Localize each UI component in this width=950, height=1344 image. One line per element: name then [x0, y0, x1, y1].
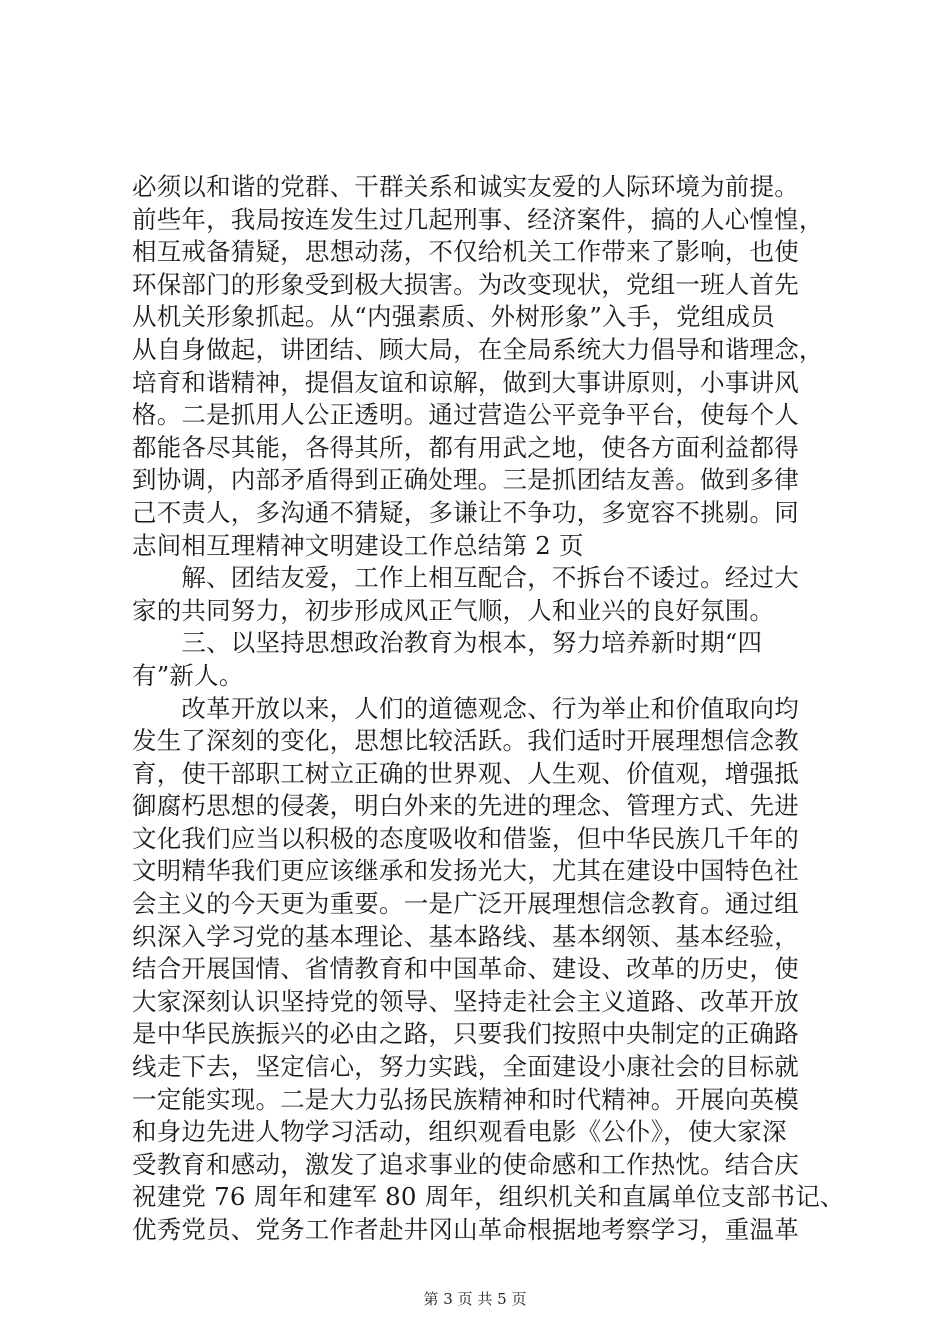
text-line: 改革开放以来，人们的道德观念、行为举止和价值取向均	[132, 693, 799, 723]
text-line: 优秀党员、党务工作者赴井冈山革命根据地考察学习，重温革	[132, 1215, 799, 1244]
body-text	[132, 171, 845, 1247]
text-line: 从机关形象抓起。从“内强素质、外树形象”入手，党组成员	[132, 302, 775, 332]
text-line: 家的共同努力，初步形成风正气顺，人和业兴的良好氛围。	[132, 595, 775, 625]
text-line: 祝建党 76 周年和建军 80 周年，组织机关和直属单位支部书记、	[132, 1182, 845, 1212]
text-line: 御腐朽思想的侵袭，明白外来的先进的理念、管理方式、先进	[132, 791, 799, 821]
text-line: 是中华民族振兴的必由之路，只要我们按照中央制定的正确路	[132, 1019, 799, 1049]
text-line: 己不责人，多沟通不猜疑，多谦让不争功，多宽容不挑剔。同	[132, 497, 799, 527]
text-line: 志间相互理精神文明建设工作总结第 2 页	[132, 530, 584, 560]
text-line: 育，使干部职工树立正确的世界观、人生观、价值观，增强抵	[132, 758, 799, 788]
text-line: 从自身做起，讲团结、顾大局，在全局系统大力倡导和谐理念，	[132, 334, 824, 364]
text-line: 织深入学习党的基本理论、基本路线、基本纲领、基本经验，	[132, 921, 799, 951]
text-line: 格。二是抓用人公正透明。通过营造公平竞争平台，使每个人	[132, 400, 799, 430]
text-line: 受教育和感动，激发了追求事业的使命感和工作热忱。结合庆	[132, 1149, 799, 1179]
text-line: 一定能实现。二是大力弘扬民族精神和时代精神。开展向英模	[132, 1084, 799, 1114]
text-line: 前些年，我局按连发生过几起刑事、经济案件，搞的人心惶惶，	[132, 204, 824, 234]
text-line: 环保部门的形象受到极大损害。为改变现状，党组一班人首先	[132, 269, 799, 299]
text-line: 会主义的今天更为重要。一是广泛开展理想信念教育。通过组	[132, 889, 799, 919]
text-line: 和身边先进人物学习活动，组织观看电影《公仆》，使大家深	[132, 1117, 787, 1147]
text-line: 解、团结友爱，工作上相互配合，不拆台不诿过。经过大	[132, 563, 799, 593]
text-line: 结合开展国情、省情教育和中国革命、建设、改革的历史，使	[132, 954, 799, 984]
text-line: 文明精华我们更应该继承和发扬光大，尤其在建设中国特色社	[132, 856, 799, 886]
text-line: 大家深刻认识坚持党的领导、坚持走社会主义道路、改革开放	[132, 986, 799, 1016]
text-line: 都能各尽其能，各得其所，都有用武之地，使各方面利益都得	[132, 432, 799, 462]
text-line: 有”新人。	[132, 660, 244, 690]
text-line: 文化我们应当以积极的态度吸收和借鉴，但中华民族几千年的	[132, 823, 799, 853]
text-line: 培育和谐精神，提倡友谊和谅解，做到大事讲原则，小事讲风	[132, 367, 799, 397]
text-line: 相互戒备猜疑，思想动荡，不仅给机关工作带来了影响，也使	[132, 237, 799, 267]
text-line: 发生了深刻的变化，思想比较活跃。我们适时开展理想信念教	[132, 726, 799, 756]
text-line: 到协调，内部矛盾得到正确处理。三是抓团结友善。做到多律	[132, 465, 799, 495]
page-footer: 第 3 页 共 5 页	[423, 1290, 527, 1308]
text-line: 必须以和谐的党群、干群关系和诚实友爱的人际环境为前提。	[132, 172, 799, 201]
text-line: 线走下去，坚定信心，努力实践，全面建设小康社会的目标就	[132, 1052, 799, 1082]
text-line: 三、以坚持思想政治教育为根本，努力培养新时期“四	[132, 628, 763, 658]
